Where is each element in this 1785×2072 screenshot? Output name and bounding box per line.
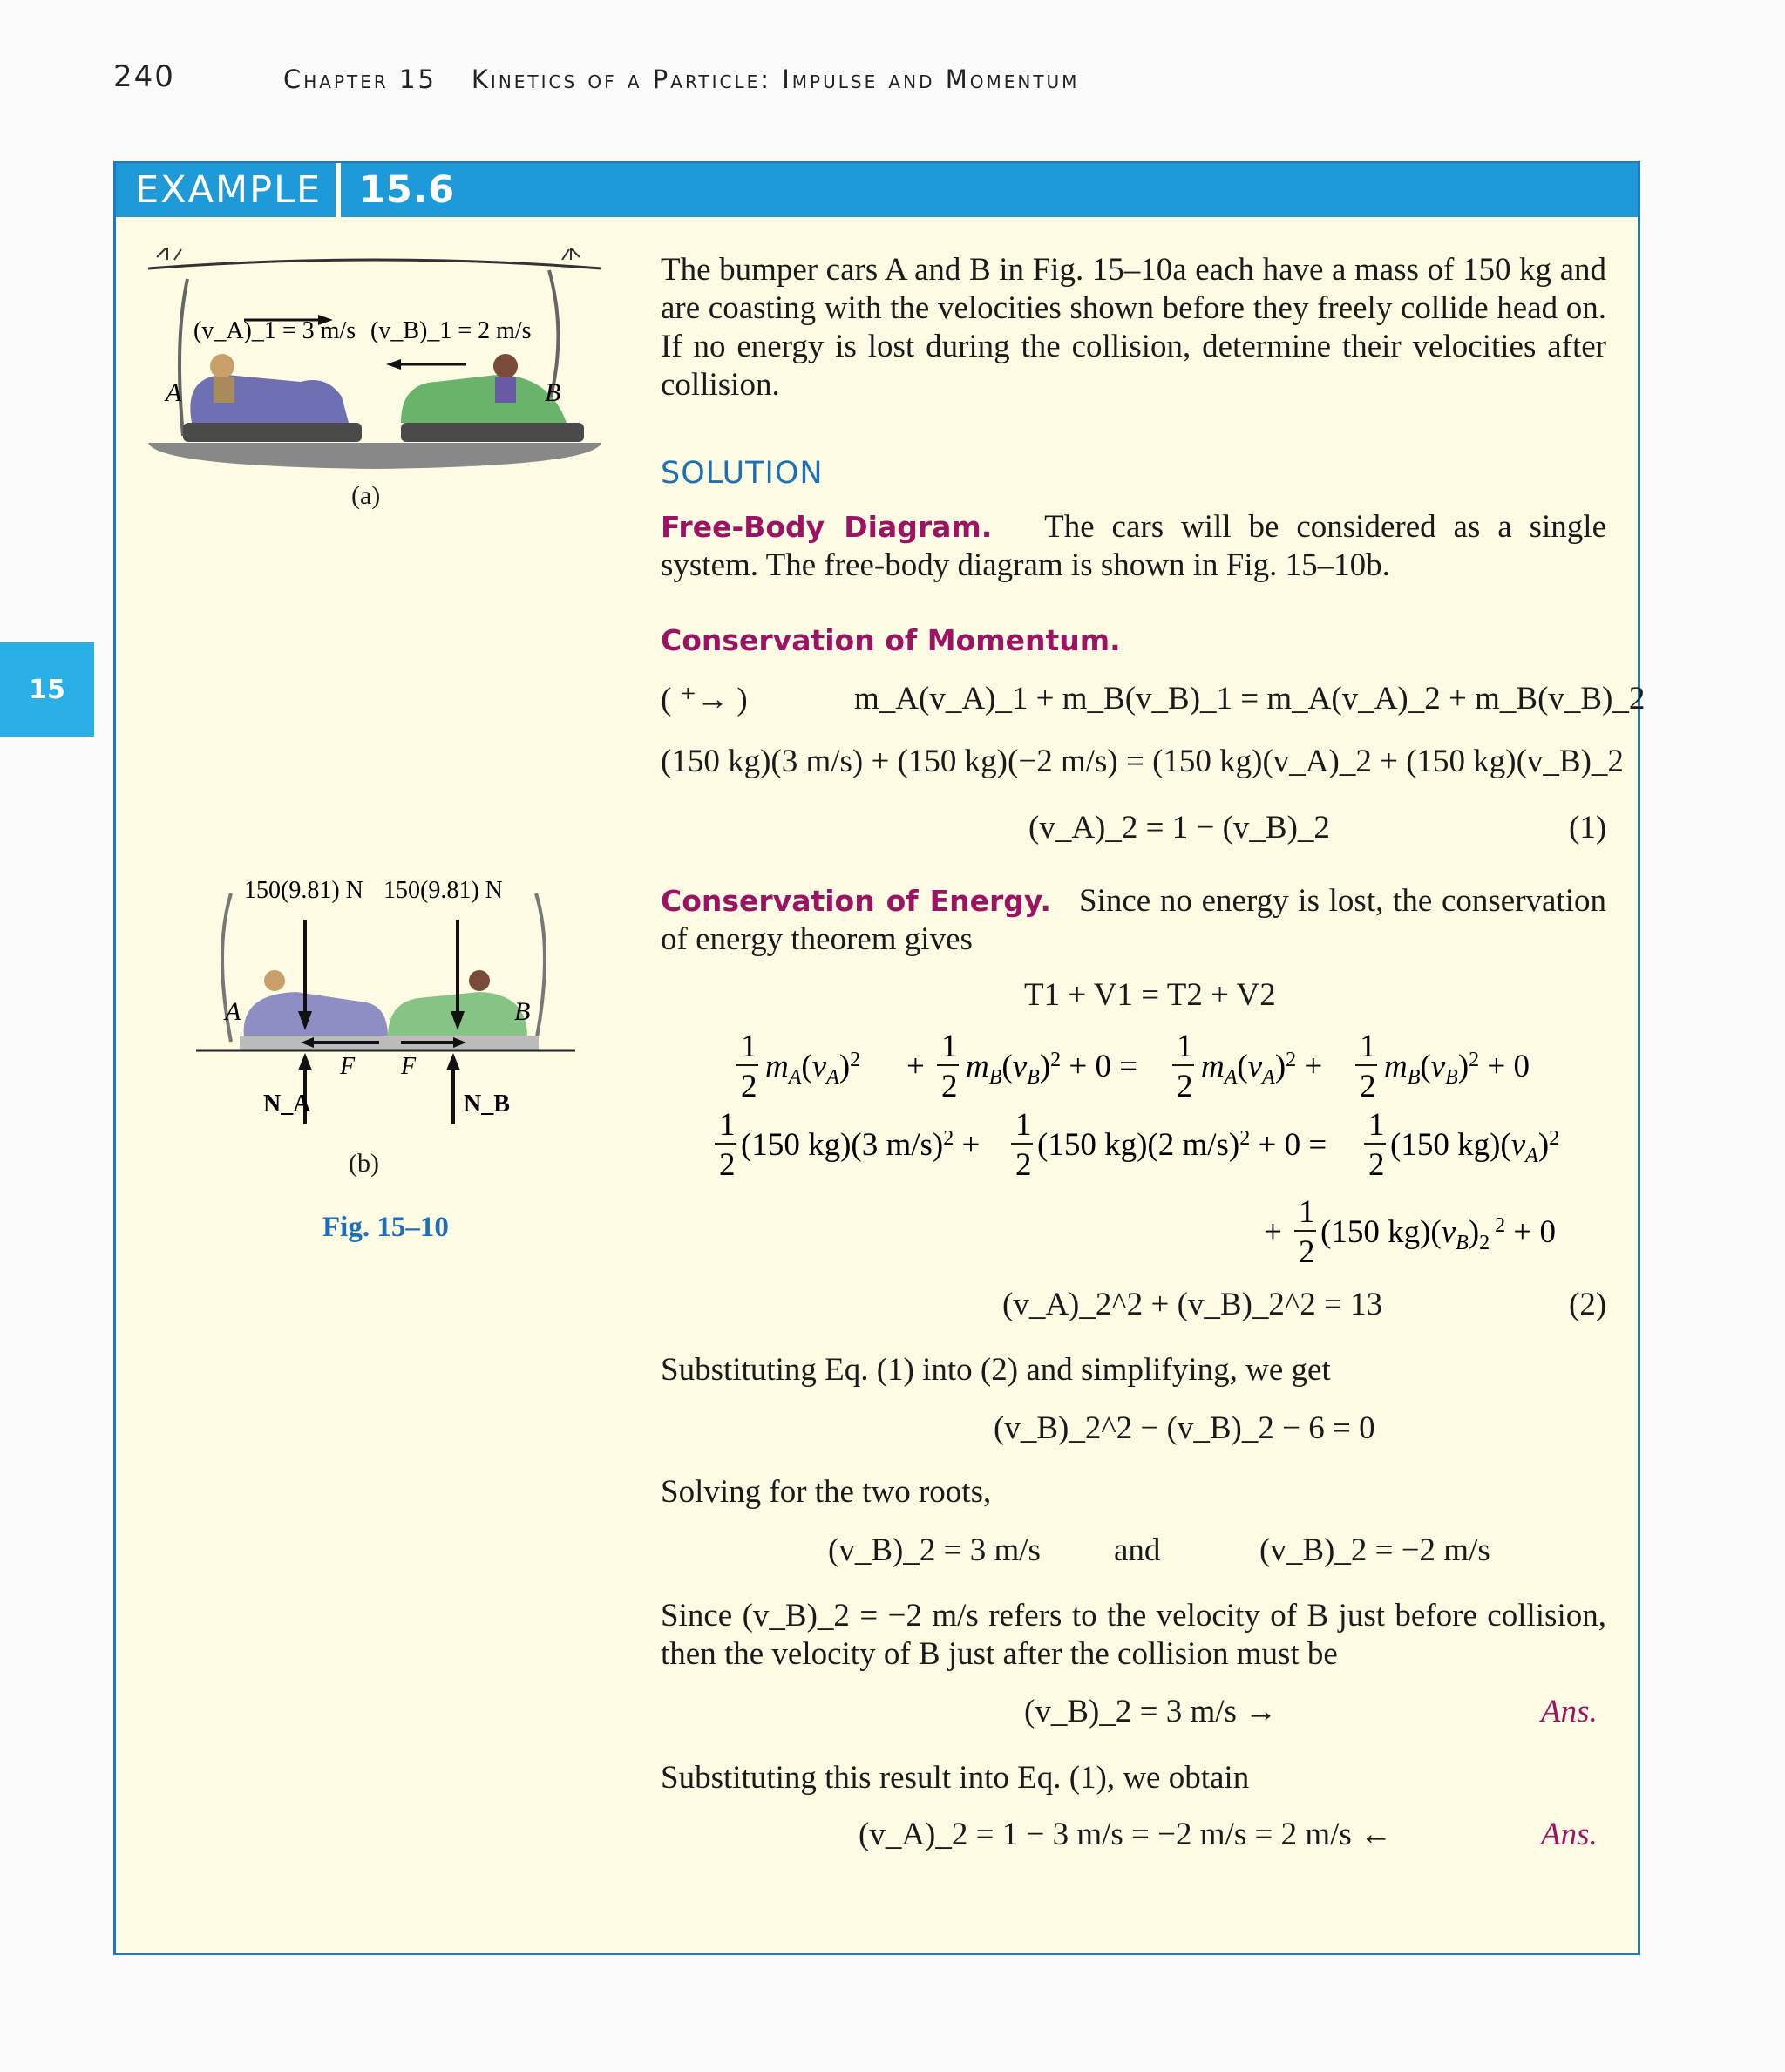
energy-heading: Conservation of Energy. <box>661 884 1051 918</box>
fig-b-label-B: B <box>514 997 531 1026</box>
momentum-eq1: m_A(v_A)_1 + m_B(v_B)_1 = m_A(v_A)_2 + m_B(v_B)_2 <box>854 681 1646 717</box>
answer-label-1: Ans. <box>1541 1694 1598 1729</box>
energy-paragraph <box>661 882 1606 959</box>
energy-eq1: T1 + V1 = T2 + V2 <box>1024 977 1276 1013</box>
example-header-bar <box>116 163 1638 217</box>
svg-text:1: 1 <box>1299 1194 1315 1230</box>
fig-a-vA-label: (v_A)_1 = 3 m/s <box>193 317 356 344</box>
answer-label-2: Ans. <box>1541 1817 1598 1852</box>
svg-text:+: + <box>906 1049 925 1084</box>
svg-text:(150 kg)(3 m/s)2 +: (150 kg)(3 m/s)$^2$ + <box>741 1127 981 1163</box>
substitute-text-2: Substituting this result into Eq. (1), we obtain <box>661 1760 1250 1796</box>
svg-text:1: 1 <box>1015 1107 1032 1143</box>
svg-text:1: 1 <box>1368 1107 1385 1143</box>
momentum-eq2: (150 kg)(3 m/s) + (150 kg)(−2 m/s) = (150 kg)(v_A)_2 + (150 kg)(v_B)_2 <box>661 744 1624 779</box>
figure-a-bumper-cars <box>139 244 610 479</box>
svg-text:2: 2 <box>1015 1147 1032 1183</box>
example-number: 15.6 <box>359 168 456 212</box>
svg-text:2: 2 <box>1368 1147 1385 1183</box>
answer-vB: (v_B)_2 = 3 m/s → <box>1024 1694 1278 1729</box>
energy-eq2 <box>736 1029 1530 1104</box>
roots-and: and <box>1114 1532 1161 1568</box>
fig-b-NA: N_A <box>263 1090 311 1118</box>
energy-text: Since no energy is lost, the conservation of energy theorem gives <box>661 883 1606 957</box>
svg-text:2: 2 <box>941 1069 958 1104</box>
page-number: 240 <box>113 59 175 94</box>
chapter-title: Kinetics of a Particle: Impulse and Momentum <box>471 65 1080 94</box>
svg-text:2: 2 <box>1177 1069 1193 1104</box>
free-body-text: The cars will be considered as a single system. The free-body diagram is shown in Fig. 15–10b. <box>661 509 1607 583</box>
svg-text:1: 1 <box>719 1107 736 1143</box>
root-1: (v_B)_2 = 3 m/s <box>828 1532 1041 1568</box>
answer-vA: (v_A)_2 = 1 − 3 m/s = −2 m/s = 2 m/s ← <box>859 1817 1393 1852</box>
svg-text:(150 kg)(vB)2 2 + 0: (150 $kg)(v_B)_2$ $^2$ + 0 <box>1320 1214 1557 1254</box>
fig-b-weight-A: 150(9.81) N <box>244 877 363 904</box>
example-separator <box>336 163 341 217</box>
eq-number-2: (2) <box>1569 1287 1607 1322</box>
free-body-paragraph <box>661 508 1606 585</box>
fig-b-label-A: A <box>225 997 241 1026</box>
svg-text:mB(vB)2 + 0 =: $m_B(v_B)^2 + 0$ = <box>966 1049 1138 1089</box>
svg-text:2: 2 <box>1299 1234 1315 1270</box>
fig-b-F1: F <box>340 1053 356 1080</box>
chapter-label: Chapter 15 <box>283 65 437 94</box>
fig-a-label-B: B <box>545 378 561 407</box>
svg-text:1: 1 <box>741 1029 757 1064</box>
svg-text:(150 kg)(2 m/s)2 + 0 =: (150 kg)(2 m/s)$^2$ + 0 = <box>1037 1127 1327 1163</box>
energy-fraction-equations <box>719 1029 1612 1281</box>
fig-b-weight-B: 150(9.81) N <box>383 877 503 904</box>
quadratic-eq: (v_B)_2^2 − (v_B)_2 − 6 = 0 <box>994 1410 1375 1446</box>
svg-text:1: 1 <box>1360 1029 1376 1064</box>
fig-b-NB: N_B <box>464 1090 510 1118</box>
problem-statement: The bumper cars A and B in Fig. 15–10a each have a mass of 150 kg and are coasting with the velocities shown before they freely collide head on. If no energy is lost during the collision, determine their velocities after collision. <box>661 252 1606 403</box>
figure-b-free-body-diagram <box>192 872 601 1142</box>
solution-heading: SOLUTION <box>661 456 824 491</box>
svg-text:2: 2 <box>719 1147 736 1183</box>
fig-b-F2: F <box>401 1053 417 1080</box>
root-2: (v_B)_2 = −2 m/s <box>1259 1532 1490 1568</box>
energy-eq4 <box>1264 1194 1556 1270</box>
fig-a-label-A: A <box>166 378 182 407</box>
free-body-heading: Free-Body Diagram. <box>661 510 993 544</box>
svg-text:2: 2 <box>741 1069 757 1104</box>
eq-number-1: (1) <box>1569 810 1607 846</box>
svg-text:mB(vB)2 + 0: $m_B(v_B)^2 + 0$ <box>1384 1049 1530 1089</box>
roots-text: Solving for the two roots, <box>661 1474 992 1510</box>
momentum-direction: ( ⁺→ ) <box>661 682 748 717</box>
svg-text:2: 2 <box>1360 1069 1376 1104</box>
substitute-text: Substituting Eq. (1) into (2) and simplifying, we get <box>661 1352 1331 1388</box>
fig-b-sublabel: (b) <box>349 1149 379 1178</box>
energy-eq3 <box>715 1107 1559 1183</box>
chapter-side-tab: 15 <box>0 642 94 737</box>
momentum-heading: Conservation of Momentum. <box>661 623 1121 657</box>
since-text: Since (v_B)_2 = −2 m/s refers to the velocity of B just before collision, then the velocity of B just after the collision must be <box>661 1598 1606 1672</box>
svg-text:1: 1 <box>941 1029 958 1064</box>
fig-a-vB-label: (v_B)_1 = 2 m/s <box>370 317 532 344</box>
fig-a-sublabel: (a) <box>351 481 381 510</box>
chapter-header <box>283 65 1079 94</box>
svg-text:(150 kg)(vA)2: (150 $kg)(v_A)^2$ <box>1390 1127 1560 1167</box>
example-label: EXAMPLE <box>135 168 322 212</box>
svg-text:mA(vA)2: $m_A(v_A)^2$ <box>765 1049 861 1089</box>
figure-caption: Fig. 15–10 <box>322 1212 449 1243</box>
svg-text:+: + <box>1264 1214 1282 1250</box>
momentum-eq3: (v_A)_2 = 1 − (v_B)_2 <box>1028 810 1330 846</box>
energy-eq5: (v_A)_2^2 + (v_B)_2^2 = 13 <box>1002 1287 1383 1322</box>
svg-text:mA(vA)2 +: $m_A(v_A)^2$ + <box>1201 1049 1323 1089</box>
svg-text:1: 1 <box>1177 1029 1193 1064</box>
